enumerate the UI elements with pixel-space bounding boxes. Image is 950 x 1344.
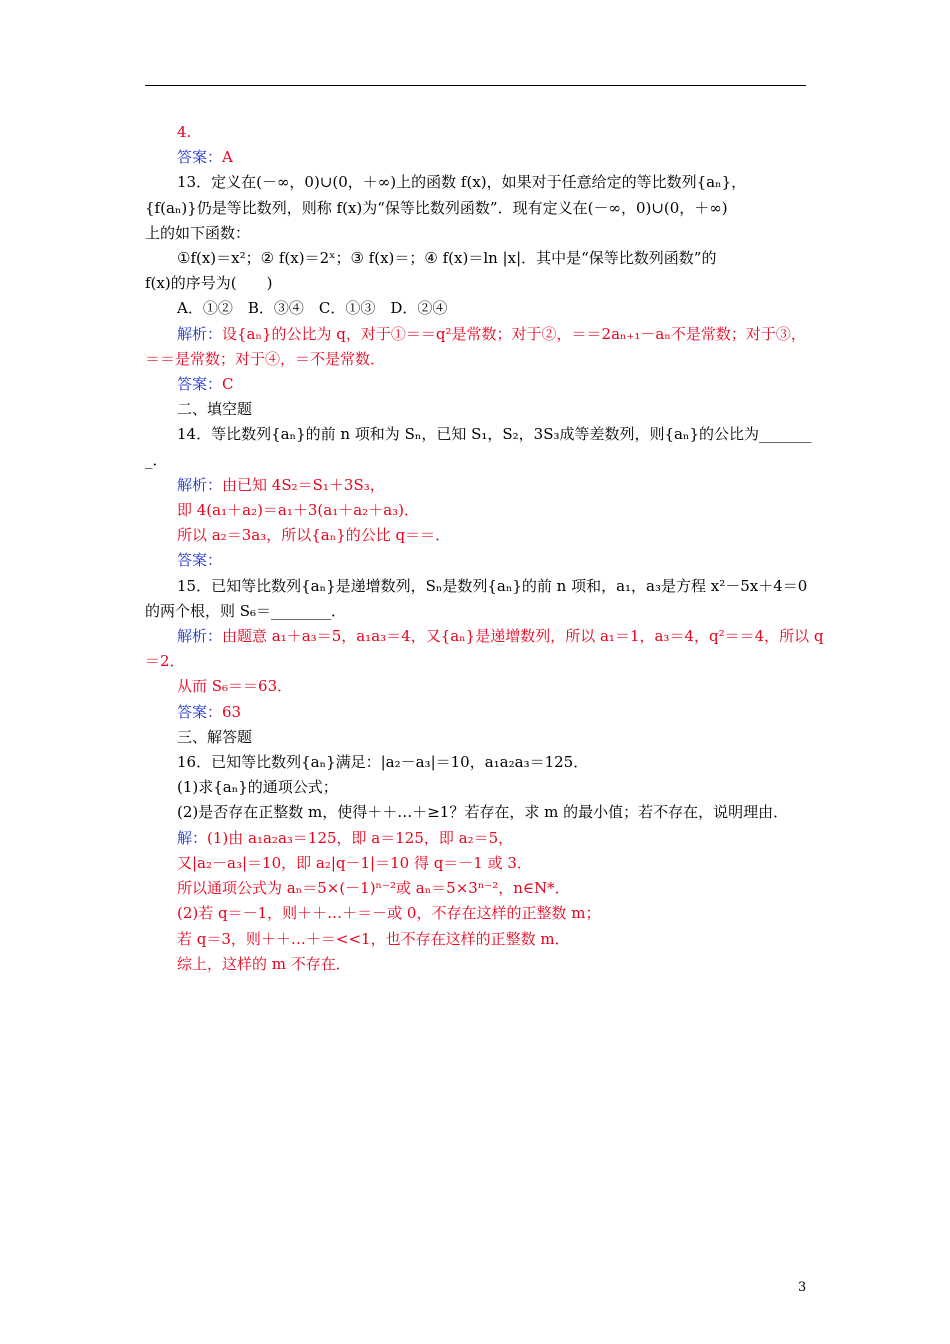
text-line <box>145 927 810 952</box>
line-text: (1)由 a₁a₂a₃＝125，即 a＝125，即 a₂＝5， <box>207 828 514 847</box>
text-line <box>145 322 810 347</box>
line-text: f(x)的序号为( ) <box>145 274 273 293</box>
line-text: 63 <box>222 702 242 721</box>
line-text: 15．已知等比数列{aₙ}是递增数列，Sₙ是数列{aₙ}的前 n 项和，a₁，a₃是方程 x²－5x＋4＝0 <box>177 576 808 595</box>
text-line <box>145 952 810 977</box>
text-line <box>145 372 810 397</box>
line-text: _． <box>145 450 168 469</box>
text-line <box>145 120 810 145</box>
text-line <box>145 851 810 876</box>
line-text: ＝2． <box>145 652 185 671</box>
text-line <box>145 145 810 170</box>
line-text: {f(aₙ)}仍是等比数列，则称 f(x)为“保等比数列函数”．现有定义在(－∞，0)∪(0，＋∞) <box>145 198 728 217</box>
text-line <box>145 296 810 321</box>
text-line <box>145 750 810 775</box>
line-text: 14．等比数列{aₙ}的前 n 项和为 Sₙ，已知 S₁，S₂，3S₃成等差数列，则{aₙ}的公比为_______ <box>177 425 812 444</box>
line-text: (2)若 q＝－1，则＋＋…＋＝－或 0，不存在这样的正整数 m； <box>177 904 601 923</box>
line-label: 解： <box>177 828 208 847</box>
text-line <box>145 700 810 725</box>
page-number: 3 <box>798 1280 807 1295</box>
line-text: 16．已知等比数列{aₙ}满足：|a₂－a₃|＝10，a₁a₂a₃＝125． <box>177 753 589 772</box>
text-line <box>145 246 810 271</box>
text-line <box>145 574 810 599</box>
line-text: 上的如下函数： <box>145 223 251 242</box>
line-text: 由已知 4S₂＝S₁＋3S₃， <box>222 475 385 494</box>
line-text: A <box>222 148 233 167</box>
text-line <box>145 473 810 498</box>
text-line <box>145 523 810 548</box>
text-line <box>145 448 810 473</box>
text-line <box>145 548 810 573</box>
line-text: 从而 S₆＝＝63． <box>177 677 293 696</box>
line-label: 解析： <box>177 324 223 343</box>
line-label: 答案： <box>177 375 223 394</box>
text-line <box>145 271 810 296</box>
text-line <box>145 901 810 926</box>
line-text: 所以 a₂＝3a₃，所以{aₙ}的公比 q＝＝． <box>177 526 451 545</box>
text-line <box>145 826 810 851</box>
line-text: A．①② B．③④ C．①③ D．②④ <box>177 299 448 318</box>
line-text: (2)是否存在正整数 m，使得＋＋…＋≥1？若存在，求 m 的最小值；若不存在，说明理由． <box>177 803 789 822</box>
document-body <box>145 120 824 977</box>
text-line <box>145 725 810 750</box>
line-text: 二、填空题 <box>177 400 253 419</box>
text-line <box>145 800 810 825</box>
line-text: 13．定义在(－∞，0)∪(0，＋∞)上的函数 f(x)，如果对于任意给定的等比数列{aₙ}， <box>177 173 747 192</box>
text-line <box>145 649 810 674</box>
text-line <box>145 624 824 649</box>
line-text: 所以通项公式为 aₙ＝5×(－1)ⁿ⁻²或 aₙ＝5×3ⁿ⁻²，n∈N*． <box>177 879 570 898</box>
text-line <box>145 876 810 901</box>
line-label: 解析： <box>177 475 223 494</box>
line-text: 三、解答题 <box>177 727 253 746</box>
line-text: (1)求{aₙ}的通项公式； <box>177 778 338 797</box>
text-line <box>145 347 810 372</box>
text-line <box>145 196 810 221</box>
header-rule <box>145 85 806 86</box>
line-text: 4. <box>177 123 192 141</box>
text-line <box>145 221 810 246</box>
line-text: 又|a₂－a₃|＝10，即 a₂|q－1|＝10 得 q＝－1 或 3． <box>177 853 532 872</box>
line-text: 即 4(a₁＋a₂)＝a₁＋3(a₁＋a₂＋a₃)． <box>177 501 420 520</box>
line-text: C <box>222 375 234 394</box>
text-line <box>145 599 810 624</box>
text-line <box>145 775 810 800</box>
text-line <box>145 498 810 523</box>
text-line <box>145 170 810 195</box>
line-text: 若 q＝3，则＋＋…＋＝<<1，也不存在这样的正整数 m． <box>177 929 570 948</box>
text-line <box>145 422 810 447</box>
line-text: 的两个根，则 S₆＝________． <box>145 601 347 620</box>
line-label: 答案： <box>177 702 223 721</box>
line-text: ①f(x)＝x²；② f(x)＝2ˣ；③ f(x)＝；④ f(x)＝ln |x|．其中是“保等比数列函数”的 <box>177 249 717 268</box>
line-label: 答案： <box>177 551 223 570</box>
line-text: 由题意 a₁＋a₃＝5，a₁a₃＝4，又{aₙ}是递增数列，所以 a₁＝1，a₃＝4，q²＝＝4，所以 q <box>222 627 824 646</box>
line-text: 综上，这样的 m 不存在． <box>177 954 351 973</box>
line-text: 设{aₙ}的公比为 q，对于①＝＝q²是常数；对于②，＝＝2aₙ₊₁－aₙ不是常数；对于③， <box>222 324 806 343</box>
text-line <box>145 397 810 422</box>
line-text: ＝＝是常数；对于④，＝不是常数． <box>145 349 386 368</box>
line-label: 解析： <box>177 627 223 646</box>
text-line <box>145 674 810 699</box>
line-label: 答案： <box>177 148 223 167</box>
